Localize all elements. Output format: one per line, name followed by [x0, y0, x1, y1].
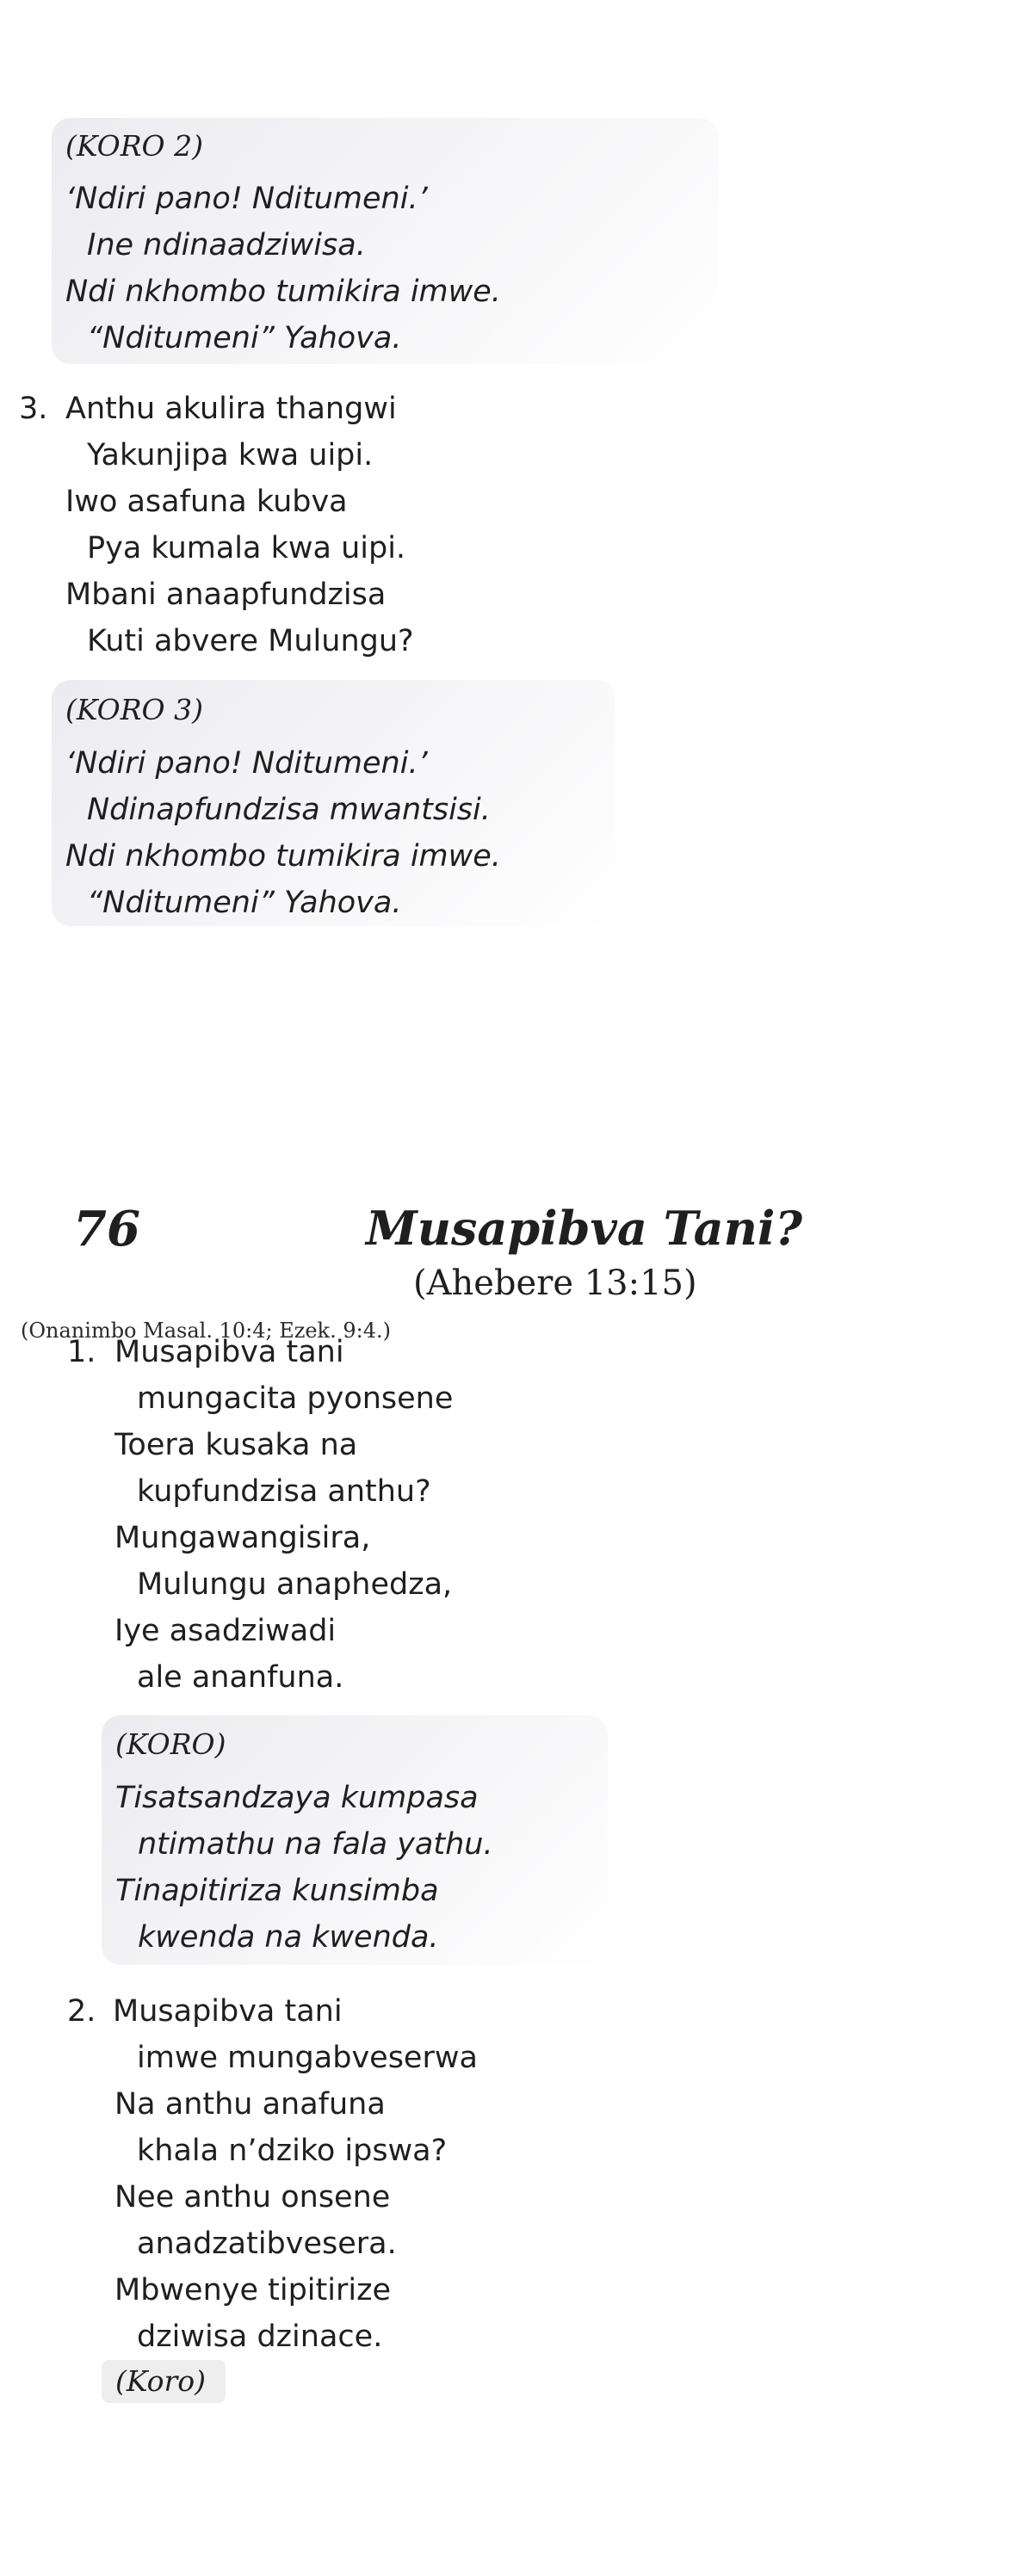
chorus-3-line-4: “Nditumeni” Yahova. — [87, 886, 402, 920]
verse-3-line-5: Mbani anaapfundzisa — [65, 578, 387, 612]
koro-reference-tag — [102, 2360, 226, 2403]
verse-3-line-4: Pya kumala kwa uipi. — [87, 531, 406, 565]
verse-2-line-8: dziwisa dzinace. — [137, 2320, 383, 2354]
verse-2-line-5: Nee anthu onsene — [114, 2180, 391, 2215]
verse-1-line-4: kupfundzisa anthu? — [137, 1474, 431, 1509]
song-scripture: (Ahebere 13:15) — [413, 1263, 697, 1303]
verse-2-line-1: Musapibva tani — [113, 1994, 343, 2029]
verse-3-line-1: Anthu akulira thangwi — [65, 392, 397, 426]
chorus-2-line-1: ‘Ndiri pano! Nditumeni.’ — [65, 182, 428, 216]
chorus-3-line-1: ‘Ndiri pano! Nditumeni.’ — [65, 746, 428, 781]
chorus-3-line-2: Ndinapfundzisa mwantsisi. — [87, 793, 491, 827]
verse-3-line-6: Kuti abvere Mulungu? — [87, 624, 414, 658]
verse-3-number: 3. — [19, 392, 48, 426]
chorus-2-label: (KORO 2) — [65, 129, 203, 163]
verse-3-line-2: Yakunjipa kwa uipi. — [87, 438, 374, 473]
chorus-3-line-3: Ndi nkhombo tumikira imwe. — [65, 839, 501, 874]
verse-2-line-3: Na anthu anafuna — [114, 2087, 386, 2122]
chorus-line-2: ntimathu na fala yathu. — [138, 1827, 493, 1862]
chorus-label: (KORO) — [115, 1727, 226, 1761]
chorus-3-label: (KORO 3) — [65, 693, 203, 726]
chorus-2-line-2: Ine ndinaadziwisa. — [87, 228, 366, 263]
verse-1-line-8: ale ananfuna. — [137, 1660, 344, 1695]
koro-reference-label: (Koro) — [115, 2364, 207, 2398]
verse-1-line-7: Iye asadziwadi — [114, 1614, 337, 1648]
chorus-2-line-3: Ndi nkhombo tumikira imwe. — [65, 275, 501, 309]
verse-1-line-3: Toera kusaka na — [114, 1428, 358, 1462]
chorus-line-4: kwenda na kwenda. — [138, 1920, 439, 1955]
verse-2-number: 2. — [67, 1994, 96, 2029]
chorus-line-1: Tisatsandzaya kumpasa — [115, 1781, 479, 1815]
verse-3-line-3: Iwo asafuna kubva — [65, 485, 348, 519]
verse-2-line-7: Mbwenye tipitirize — [114, 2273, 391, 2307]
chorus-2-line-4: “Nditumeni” Yahova. — [87, 321, 402, 355]
song-reference: (Onanimbo Masal. 10:4; Ezek. 9:4.) — [21, 1319, 391, 1343]
verse-1-line-1: Musapibva tani — [114, 1335, 344, 1369]
verse-2-line-4: khala n’dziko ipswa? — [137, 2134, 448, 2168]
verse-1-number: 1. — [67, 1335, 96, 1369]
song-title: Musapibva Tani? — [366, 1201, 803, 1256]
verse-1-line-5: Mungawangisira, — [114, 1521, 371, 1555]
song-number: 76 — [73, 1201, 140, 1257]
verse-2-line-2: imwe mungabveserwa — [137, 2041, 478, 2075]
chorus-line-3: Tinapitiriza kunsimba — [115, 1874, 439, 1908]
verse-1-line-2: mungacita pyonsene — [137, 1381, 454, 1416]
verse-2-line-6: anadzatibvesera. — [137, 2227, 397, 2261]
verse-1-line-6: Mulungu anaphedza, — [137, 1567, 453, 1602]
